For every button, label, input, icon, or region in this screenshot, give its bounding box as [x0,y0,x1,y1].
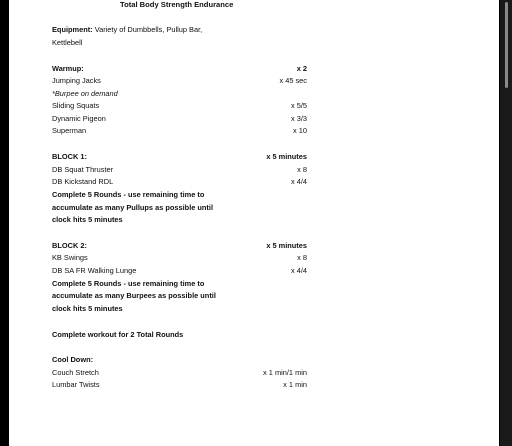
warmup-item-reps: x 10 [293,126,307,135]
block1-item-name: DB Squat Thruster [52,165,114,174]
block2-note: Complete 5 Rounds - use remaining time to [52,279,205,288]
block2-duration: x 5 minutes [266,241,307,250]
warmup-heading: Warmup: [52,64,84,73]
block1-note: accumulate as many Pullups as possible until [52,203,214,212]
page-title: Total Body Strength Endurance [120,0,234,9]
warmup-item-reps: x 5/5 [290,101,307,110]
warmup-item-reps: x 3/3 [290,114,307,123]
block1-heading: BLOCK 1: [52,152,87,161]
block2-note: clock hits 5 minutes [52,304,123,313]
equipment-text-2: Kettlebell [52,38,83,47]
warmup-item-reps: x 45 sec [279,76,307,85]
block1-item-reps: x 8 [297,165,307,174]
workout-summary: Complete workout for 2 Total Rounds [52,330,184,339]
warmup-item-name: Superman [52,126,87,135]
warmup-item-name: Dynamic Pigeon [52,114,106,123]
equipment-line [52,25,202,35]
cooldown-item-name: Lumbar Twists [52,380,100,389]
block2-heading: BLOCK 2: [52,241,87,250]
block2-item-name: DB SA FR Walking Lunge [52,266,137,275]
equipment-label: Equipment: [52,25,93,34]
block2-item-reps: x 4/4 [290,266,307,275]
block1-note: clock hits 5 minutes [52,215,123,224]
block2-item-reps: x 8 [297,253,307,262]
cooldown-item-reps: x 1 min [283,380,307,389]
equipment-text: Variety of Dumbbells, Pullup Bar, [92,25,203,34]
cooldown-item-name: Couch Stretch [52,368,99,377]
block1-note: Complete 5 Rounds - use remaining time to [52,190,205,199]
warmup-item-name: *Burpee on demand [52,89,118,98]
block1-duration: x 5 minutes [266,152,307,161]
cooldown-heading: Cool Down: [52,355,94,364]
cooldown-item-reps: x 1 min/1 min [263,368,307,377]
block2-item-name: KB Swings [52,253,88,262]
block2-note: accumulate as many Burpees as possible until [52,291,216,300]
block1-item-reps: x 4/4 [290,177,307,186]
warmup-item-name: Sliding Squats [52,101,100,110]
scrollbar-thumb[interactable] [505,2,508,88]
block1-item-name: DB Kickstand RDL [52,177,114,186]
warmup-rounds: x 2 [296,64,307,73]
warmup-item-name: Jumping Jacks [52,76,101,85]
